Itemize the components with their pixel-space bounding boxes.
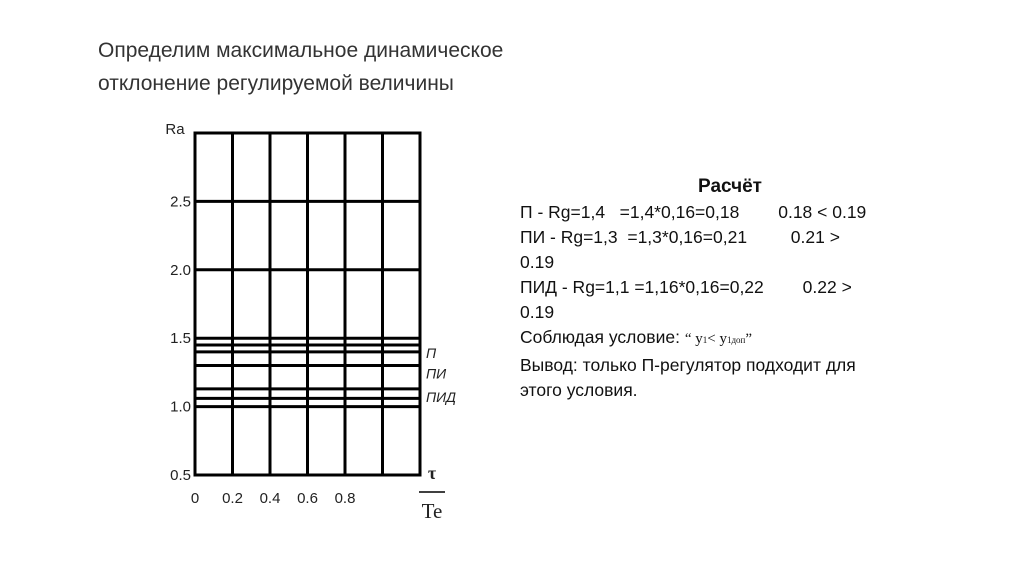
conclusion-line-1: Вывод: только П-регулятор подходит для <box>520 355 856 375</box>
x-tick-label: 0 <box>190 490 200 507</box>
calc-line-pid-cont: 0.19 <box>520 302 555 322</box>
condition-line <box>520 325 950 353</box>
x-tick-label: 0.8 <box>334 490 356 507</box>
conclusion-line-2: этого условия. <box>520 380 638 400</box>
x-tick-label: 0.6 <box>297 490 318 507</box>
quote-close: ” <box>745 331 753 347</box>
calc-line-p: П - Rg=1,4 =1,4*0,16=0,18 0.18 < 0.19 <box>520 202 867 222</box>
calculation-heading: Расчёт <box>698 176 762 197</box>
y1dop-symbol: y <box>719 331 727 347</box>
y-tick-label: 2.5 <box>170 193 191 211</box>
x-tick-label: 0.2 <box>222 490 243 507</box>
x-axis-label-denominator: Te <box>421 499 443 523</box>
condition-label: Соблюдая условие: <box>520 327 685 347</box>
y1dop-subscript: 1доп <box>726 335 746 345</box>
y-axis-label: Ra <box>165 121 185 138</box>
curve-label-3: ПИД <box>426 388 457 405</box>
calc-line-pi: ПИ - Rg=1,3 =1,3*0,16=0,21 0.21 > <box>520 227 840 247</box>
y-tick-label: 0.5 <box>170 467 191 484</box>
slide-title-line-1: Определим максимальное динамическое <box>98 39 504 62</box>
slide-title-line-2: отклонение регулируемой величины <box>98 72 454 95</box>
x-axis-label-numerator: τ <box>427 463 437 483</box>
quote-open: “ <box>684 331 696 347</box>
y1-symbol: y <box>695 331 703 347</box>
x-tick-label: 0.4 <box>259 490 281 507</box>
y-tick-label: 2.0 <box>170 261 191 279</box>
y-tick-label: 1.5 <box>170 330 191 348</box>
calc-line-pid: ПИД - Rg=1,1 =1,16*0,16=0,22 0.22 > <box>520 277 852 297</box>
condition-formula <box>685 331 752 347</box>
less-than: < <box>707 331 720 347</box>
y-tick-label: 1.0 <box>170 398 191 416</box>
curve-label-1: П <box>426 345 437 362</box>
curve-label-2: ПИ <box>426 365 447 382</box>
calc-line-pi-cont: 0.19 <box>520 252 555 272</box>
y1-subscript: 1 <box>702 335 708 345</box>
calculation-block <box>520 174 950 403</box>
